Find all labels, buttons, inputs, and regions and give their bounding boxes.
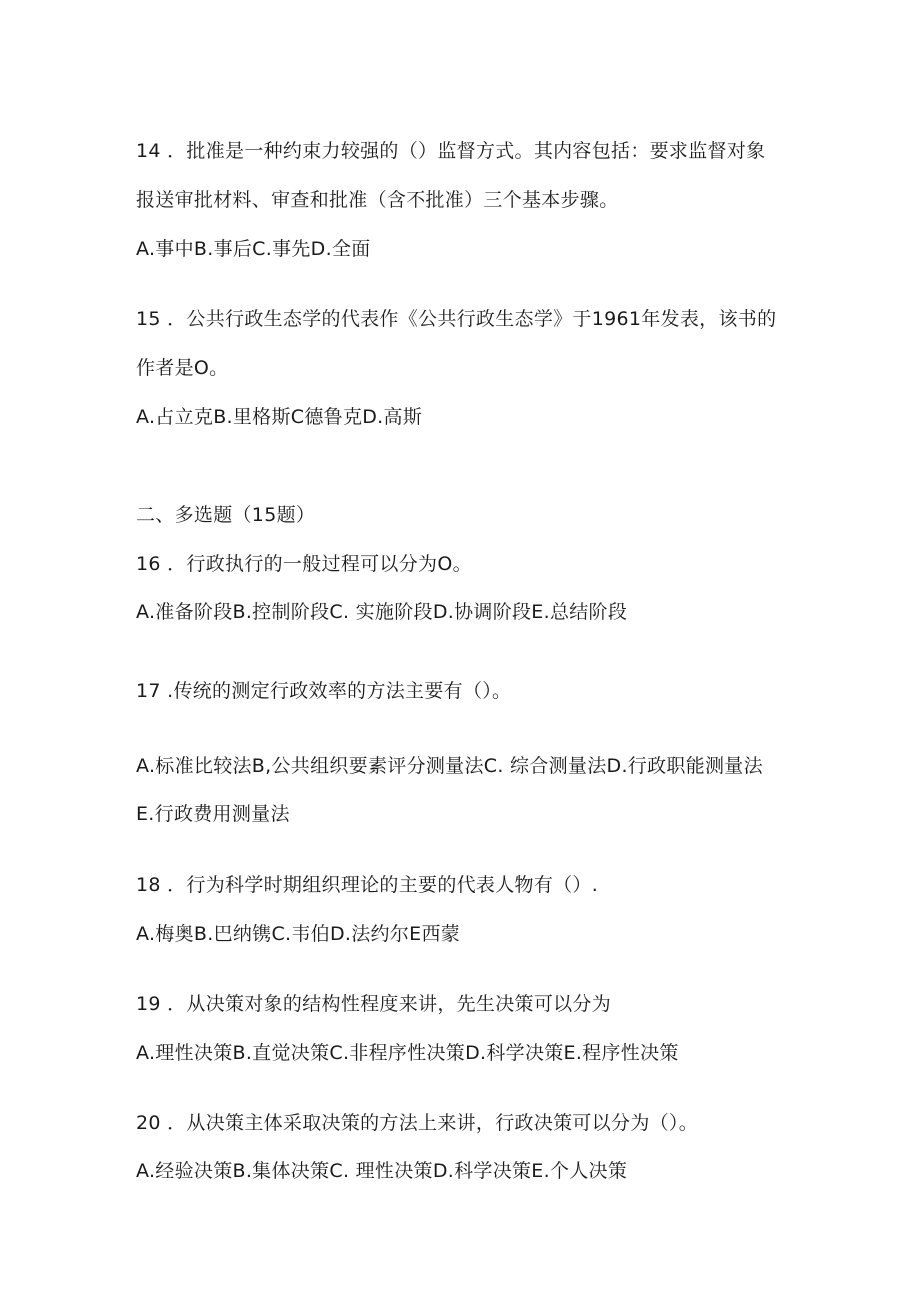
question-20-options: A.经验决策B.集体决策C. 理性决策D.科学决策E.个人决策 (136, 1160, 628, 1182)
question-20-stem: 20 ．从决策主体采取决策的方法上来讲，行政决策可以分为（）。 (136, 1112, 699, 1134)
question-17-options-line2: E.行政费用测量法 (136, 803, 290, 825)
question-14-options: A.事中B.事后C.事先D.全面 (136, 238, 371, 260)
question-14-stem-line2: 报送审批材料、审查和批准（含不批准）三个基本步骤。 (136, 189, 619, 211)
question-19-options: A.理性决策B.直觉决策C.非程序性决策D.科学决策E.程序性决策 (136, 1042, 679, 1064)
question-16-options: A.准备阶段B.控制阶段C. 实施阶段D.协调阶段E.总结阶段 (136, 601, 628, 623)
question-16-stem: 16 ．行政执行的一般过程可以分为O。 (136, 553, 472, 575)
section-heading-multiple-choice: 二、多选题（15题） (136, 504, 316, 526)
question-17-stem: 17 .传统的测定行政效率的方法主要有（）。 (136, 680, 512, 702)
question-14-stem-line1: 14 ．批准是一种约束力较强的（）监督方式。其内容包括：要求监督对象 (136, 140, 766, 162)
question-15-stem-line2: 作者是O。 (136, 357, 229, 379)
question-18-options: A.梅奥B.巴纳镌C.韦伯D.法约尔E西蒙 (136, 923, 461, 945)
question-18-stem: 18 ．行为科学时期组织理论的主要的代表人物有（）. (136, 874, 599, 896)
question-17-options-line1: A.标准比较法B,公共组织要素评分测量法C. 综合测量法D.行政职能测量法 (136, 755, 763, 777)
question-15-stem-line1: 15 ．公共行政生态学的代表作《公共行政生态学》于1961年发表，该书的 (136, 308, 777, 330)
question-19-stem: 19 ．从决策对象的结构性程度来讲，先生决策可以分为 (136, 993, 612, 1015)
question-15-options: A.占立克B.里格斯C德鲁克D.高斯 (136, 406, 423, 428)
